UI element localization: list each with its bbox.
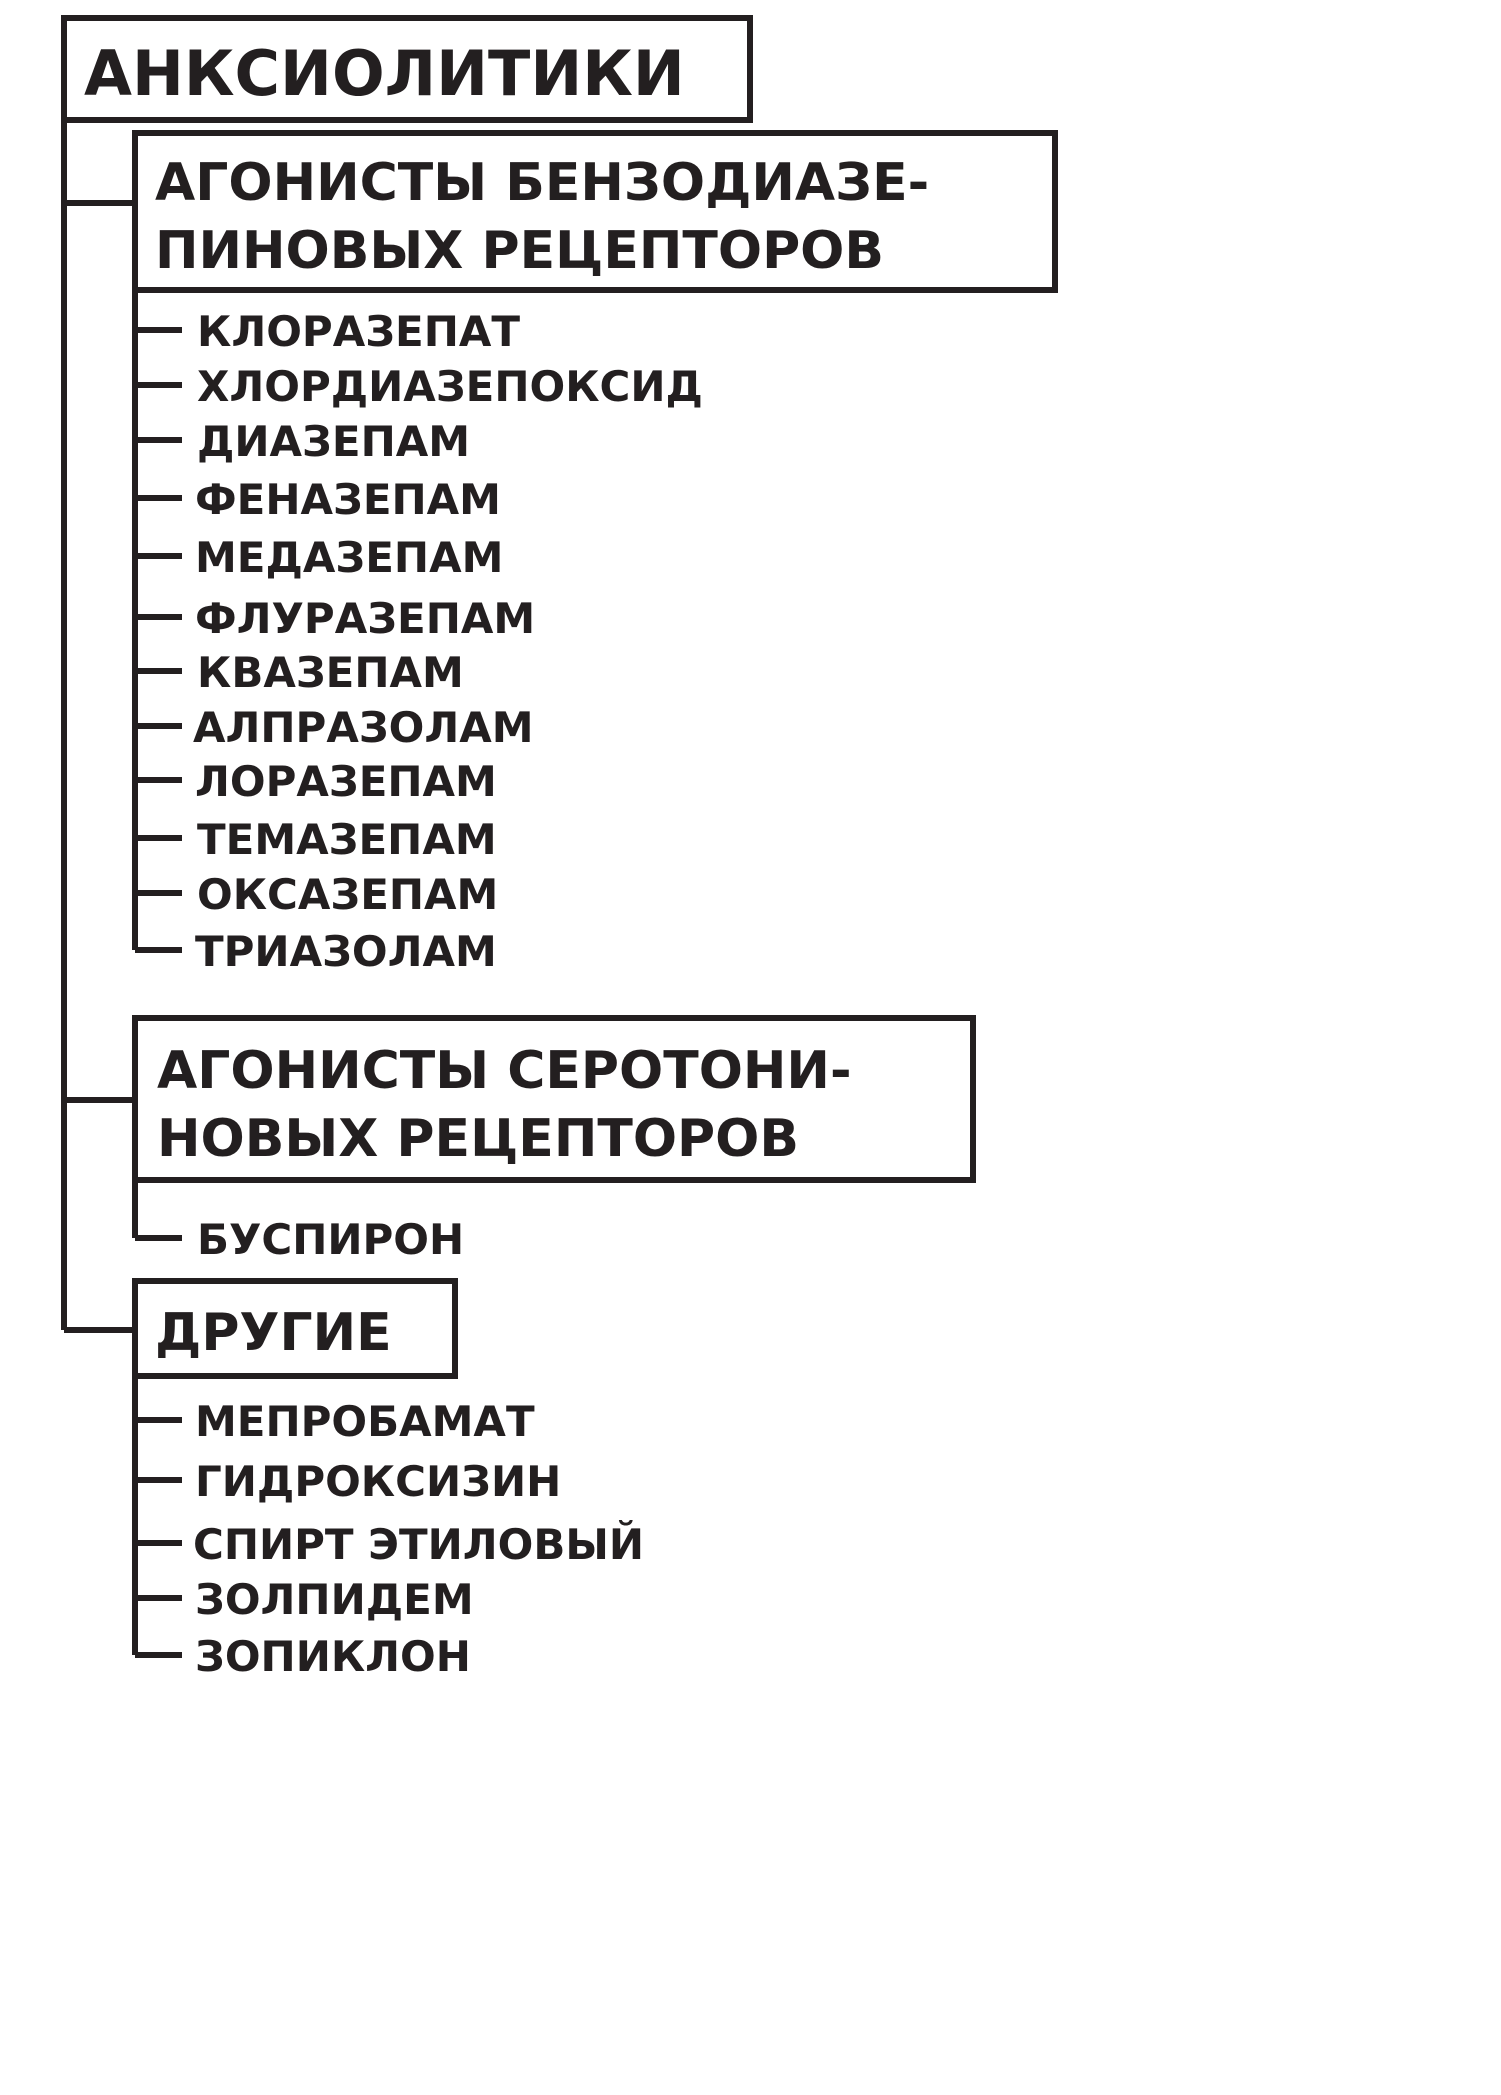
group-1-item: ЛОРАЗЕПАМ (195, 757, 497, 806)
group-1-item: ХЛОРДИАЗЕПОКСИД (197, 362, 703, 411)
group-2-item: БУСПИРОН (197, 1215, 465, 1264)
connector-lines (64, 120, 182, 1655)
group-3-item: ГИДРОКСИЗИН (195, 1457, 562, 1506)
root-node (64, 18, 750, 120)
group-1-item: АЛПРАЗОЛАМ (193, 703, 534, 752)
group-1-item: ТЕМАЗЕПАМ (197, 815, 497, 864)
root-label: АНКСИОЛИТИКИ (84, 37, 685, 110)
group-1-item: КЛОРАЗЕПАТ (197, 307, 521, 356)
group-1-item: ТРИАЗОЛАМ (195, 927, 497, 976)
group-1-title-line-1: АГОНИСТЫ БЕНЗОДИАЗЕ- (155, 153, 930, 213)
group-1-item: ДИАЗЕПАМ (197, 417, 471, 466)
group-1-item: ОКСАЗЕПАМ (197, 870, 499, 919)
group-serotonin (135, 1018, 973, 1264)
group-3-item: ЗОПИКЛОН (195, 1632, 471, 1681)
group-benzodiazepine (135, 133, 1055, 976)
group-1-item: ФЕНАЗЕПАМ (195, 475, 501, 524)
group-2-title-line-1: АГОНИСТЫ СЕРОТОНИ- (157, 1041, 852, 1101)
group-3-item: МЕПРОБАМАТ (195, 1397, 535, 1446)
group-1-item: МЕДАЗЕПАМ (195, 533, 504, 582)
group-3-item: ЗОЛПИДЕМ (195, 1575, 474, 1624)
group-other (135, 1281, 644, 1681)
group-1-title-line-2: ПИНОВЫХ РЕЦЕПТОРОВ (155, 221, 885, 281)
group-3-item: СПИРТ ЭТИЛОВЫЙ (193, 1520, 645, 1569)
group-1-item: КВАЗЕПАМ (197, 648, 464, 697)
group-1-item: ФЛУРАЗЕПАМ (195, 594, 536, 643)
group-3-title: ДРУГИЕ (155, 1303, 392, 1363)
group-2-title-line-2: НОВЫХ РЕЦЕПТОРОВ (157, 1109, 799, 1169)
